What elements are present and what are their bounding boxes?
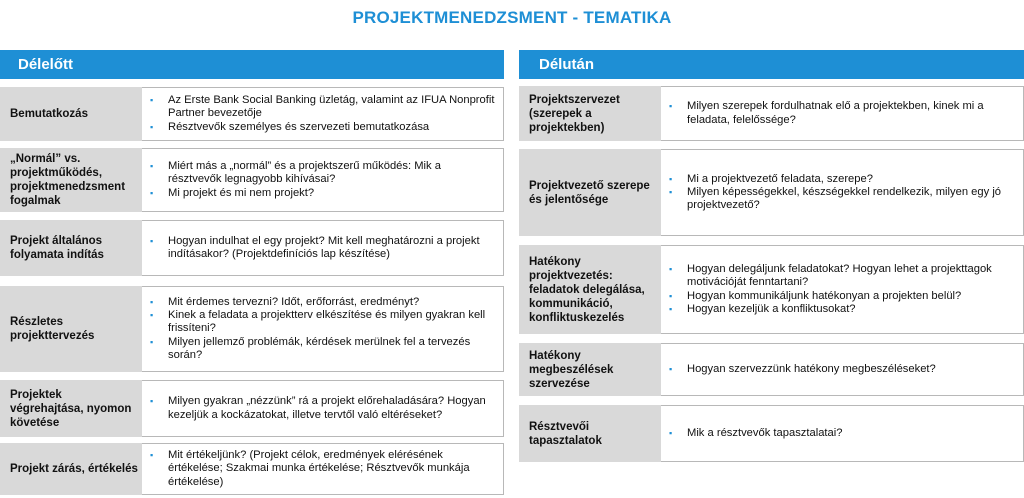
bullet-list xyxy=(667,363,1015,376)
afternoon-row xyxy=(519,343,1024,396)
list-item-text: Milyen gyakran „nézzünk” rá a projekt előrehaladására? Hogyan kezeljük a kockázatokat, illetve tervtől való eltéréseket? xyxy=(168,395,486,421)
list-item xyxy=(148,160,495,187)
list-item xyxy=(148,94,495,121)
bullet-icon: ▪ xyxy=(150,450,154,461)
page-title: PROJEKTMENEDZSMENT - TEMATIKA xyxy=(352,8,672,27)
bullet-list xyxy=(148,449,495,489)
afternoon-header: Délután xyxy=(519,50,1024,79)
topic-label: Hatékony megbeszélések szervezése xyxy=(519,343,661,396)
bullet-icon: ▪ xyxy=(669,427,673,438)
morning-row xyxy=(0,380,504,437)
list-item-text: Kinek a feladata a projektterv elkészítése és milyen gyakran kell frissíteni? xyxy=(168,309,486,335)
bullet-icon: ▪ xyxy=(669,263,673,274)
topic-details xyxy=(142,443,504,495)
topic-details xyxy=(142,380,504,437)
bullet-list xyxy=(667,173,1015,213)
list-item-text: Hogyan delegáljunk feladatokat? Hogyan lehet a projekttagok motivációját fenntartani? xyxy=(687,262,992,289)
bullet-icon: ▪ xyxy=(669,101,673,112)
bullet-list xyxy=(148,296,495,362)
topic-details xyxy=(661,86,1024,141)
bullet-icon: ▪ xyxy=(150,121,154,132)
afternoon-row xyxy=(519,149,1024,236)
list-item-text: Milyen szerepek fordulhatnak elő a projektekben, kinek mi a feladata, felelőssége? xyxy=(687,100,984,126)
topic-label: Projektek végrehajtása, nyomon követése xyxy=(0,380,142,437)
morning-row xyxy=(0,148,504,212)
bullet-icon: ▪ xyxy=(150,235,154,246)
topic-details xyxy=(661,149,1024,236)
topic-label: „Normál” vs. projektműködés, projektmenedzsment fogalmak xyxy=(0,148,142,212)
bullet-icon: ▪ xyxy=(150,336,154,347)
bullet-icon: ▪ xyxy=(150,187,154,198)
bullet-list xyxy=(667,263,1015,316)
list-item xyxy=(667,186,1015,213)
list-item xyxy=(148,235,495,262)
bullet-icon: ▪ xyxy=(669,303,673,314)
list-item xyxy=(148,121,495,134)
list-item xyxy=(148,296,495,309)
bullet-list xyxy=(667,100,1015,127)
list-item xyxy=(148,449,495,489)
list-item-text: Mit értékeljünk? (Projekt célok, eredmények elérésének értékelése; Szakmai munka értékelése; Résztvevők munkája értékelése) xyxy=(168,449,470,488)
list-item-text: Az Erste Bank Social Banking üzletág, valamint az IFUA Nonprofit Partner bevezetője xyxy=(168,94,495,120)
list-item-text: Hogyan kommunikáljunk hatékonyan a projekten belül? xyxy=(687,289,962,302)
topic-details xyxy=(142,286,504,372)
list-item-text: Milyen jellemző problémák, kérdések merülnek fel a tervezés során? xyxy=(168,335,471,361)
morning-row xyxy=(0,443,504,495)
bullet-list xyxy=(148,94,495,134)
topic-label: Bemutatkozás xyxy=(0,87,142,141)
list-item-text: Hogyan szervezzünk hatékony megbeszéléseket? xyxy=(687,362,936,375)
morning-row xyxy=(0,87,504,141)
list-item-text: Miért más a „normál” és a projektszerű működés: Mik a résztvevők legnagyobb kihívásai? xyxy=(168,160,441,186)
list-item xyxy=(148,395,495,422)
list-item xyxy=(667,290,1015,303)
bullet-icon: ▪ xyxy=(150,95,154,106)
list-item xyxy=(148,309,495,336)
list-item xyxy=(667,303,1015,316)
list-item xyxy=(667,100,1015,127)
topic-label: Projekt általános folyamata indítás xyxy=(0,220,142,276)
bullet-list xyxy=(148,235,495,262)
morning-header: Délelőtt xyxy=(0,50,504,79)
bullet-icon: ▪ xyxy=(150,310,154,321)
topic-label: Hatékony projektvezetés: feladatok delegálása, kommunikáció, konfliktuskezelés xyxy=(519,245,661,334)
bullet-icon: ▪ xyxy=(669,186,673,197)
topic-label: Részletes projekttervezés xyxy=(0,286,142,372)
topic-details xyxy=(661,245,1024,334)
topic-label: Projektvezető szerepe és jelentősége xyxy=(519,149,661,236)
bullet-icon: ▪ xyxy=(669,290,673,301)
list-item-text: Mi projekt és mi nem projekt? xyxy=(168,186,315,199)
list-item-text: Hogyan kezeljük a konfliktusokat? xyxy=(687,302,856,315)
topic-details xyxy=(142,87,504,141)
topic-details xyxy=(142,148,504,212)
list-item-text: Mik a résztvevők tapasztalatai? xyxy=(687,426,843,439)
topic-details xyxy=(661,343,1024,396)
bullet-list xyxy=(148,160,495,200)
bullet-icon: ▪ xyxy=(669,173,673,184)
afternoon-row xyxy=(519,405,1024,462)
list-item-text: Milyen képességekkel, készségekkel rendelkezik, milyen egy jó projektvezető? xyxy=(687,185,1002,212)
list-item xyxy=(148,187,495,200)
list-item xyxy=(667,263,1015,290)
list-item xyxy=(667,427,1015,440)
list-item xyxy=(148,336,495,363)
afternoon-row xyxy=(519,86,1024,141)
topic-label: Résztvevői tapasztalatok xyxy=(519,405,661,462)
bullet-list xyxy=(667,427,1015,440)
bullet-icon: ▪ xyxy=(150,161,154,172)
topic-label: Projekt zárás, értékelés xyxy=(0,443,142,495)
bullet-list xyxy=(148,395,495,422)
list-item-text: Mi a projektvezető feladata, szerepe? xyxy=(687,172,873,185)
bullet-icon: ▪ xyxy=(150,396,154,407)
bullet-icon: ▪ xyxy=(669,363,673,374)
list-item xyxy=(667,173,1015,186)
topic-label: Projektszervezet (szerepek a projektekben) xyxy=(519,86,661,141)
list-item-text: Mit érdemes tervezni? Időt, erőforrást, eredményt? xyxy=(168,295,420,308)
topic-details xyxy=(142,220,504,276)
morning-row xyxy=(0,220,504,276)
list-item-text: Hogyan indulhat el egy projekt? Mit kell meghatározni a projekt indításakor? (Projektdefiníciós lap készítése) xyxy=(168,234,480,260)
bullet-icon: ▪ xyxy=(150,296,154,307)
topic-details xyxy=(661,405,1024,462)
afternoon-row xyxy=(519,245,1024,334)
list-item-text: Résztvevők személyes és szervezeti bemutatkozása xyxy=(168,120,430,133)
morning-row xyxy=(0,286,504,372)
list-item xyxy=(667,363,1015,376)
